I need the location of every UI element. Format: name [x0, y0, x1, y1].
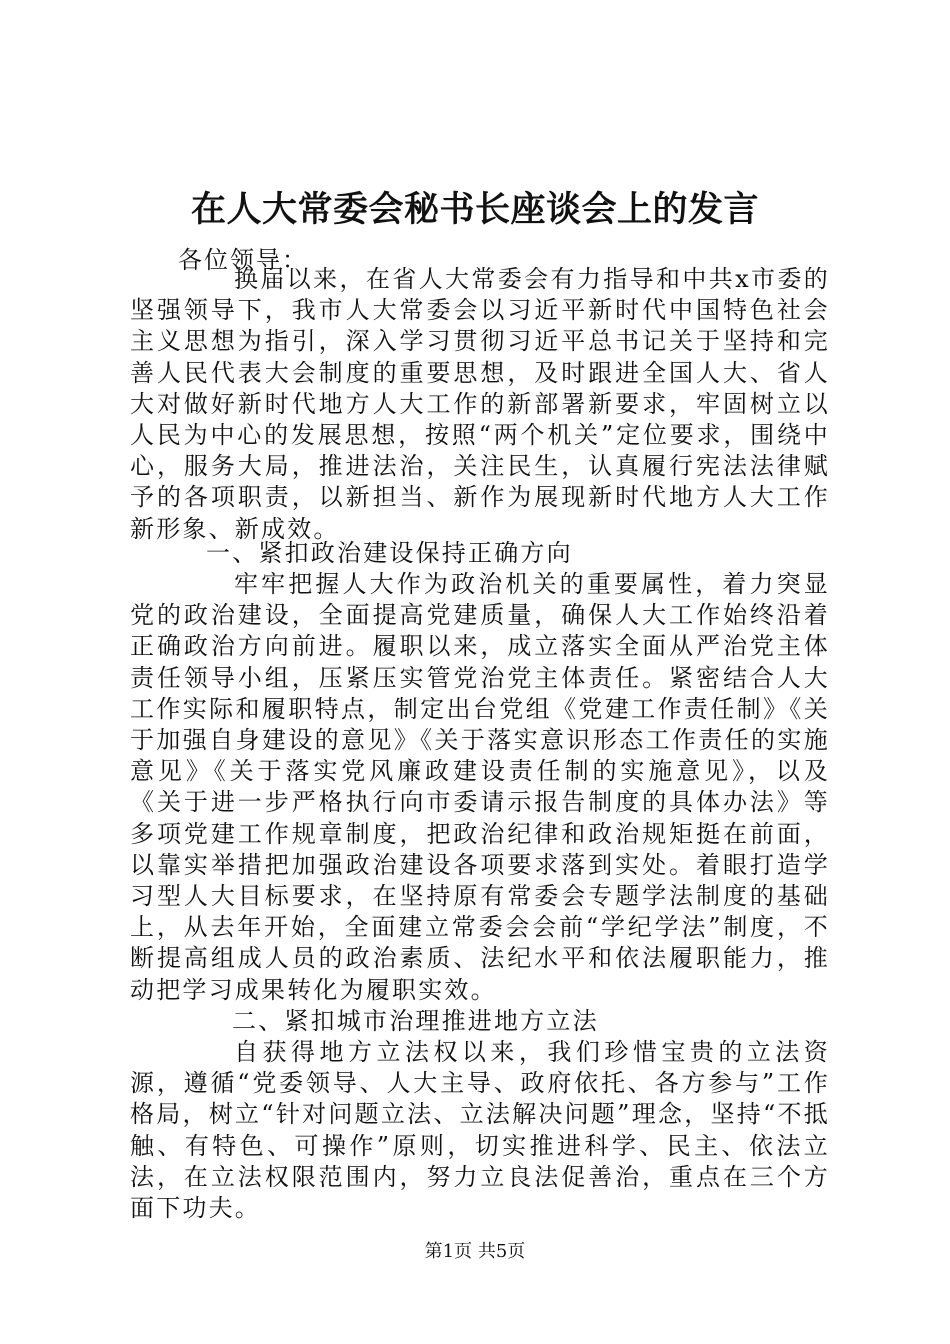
salutation: 各位领导：: [178, 246, 308, 274]
page-number-footer: 第1页 共5页: [424, 1241, 526, 1262]
section-heading-1: 一、紧扣政治建设保持正确方向: [206, 539, 573, 567]
document-title: 在人大常委会秘书长座谈会上的发言: [190, 189, 759, 230]
paragraph-local-legislation: 自获得地方立法权以来，我们珍惜宝贵的立法资源，遵循“党委领导、人大主导、政府依托、各方参与”工作格局，树立“针对问题立法、立法解决问题”理念，坚持“不抵触、有特色、可操作”原则，切实推进科学、民主、依法立法，在立法权限范围内，努力立良法促善治，重点在三个方面下功夫。: [130, 1038, 830, 1223]
paragraph-intro: 换届以来，在省人大常委会有力指导和中共x市委的坚强领导下，我市人大常委会以习近平新时代中国特色社会主义思想为指引，深入学习贯彻习近平总书记关于坚持和完善人民代表大会制度的重要思想，及时跟进全国人大、省人大对做好新时代地方人大工作的新部署新要求，牢固树立以人民为中心的发展思想，按照“两个机关”定位要求，围绕中心，服务大局，推进法治，关注民生，认真履行宪法法律赋予的各项职责，以新担当、新作为展现新时代地方人大工作新形象、新成效。: [130, 265, 830, 543]
section-heading-2: 二、紧扣城市治理推进地方立法: [232, 1007, 599, 1035]
paragraph-political-construction: 牢牢把握人大作为政治机关的重要属性，着力突显党的政治建设，全面提高党建质量，确保人大工作始终沿着正确政治方向前进。履职以来，成立落实全面从严治党主体责任领导小组，压紧压实管党治党主体责任。紧密结合人大工作实际和履职特点，制定出台党组《党建工作责任制》《关于加强自身建设的意见》《关于落实意识形态工作责任的实施意见》《关于落实党风廉政建设责任制的实施意见》，以及《关于进一步严格执行向市委请示报告制度的具体办法》等多项党建工作规章制度，把政治纪律和政治规矩挺在前面，以靠实举措把加强政治建设各项要求落到实处。着眼打造学习型人大目标要求，在坚持原有常委会专题学法制度的基础上，从去年开始，全面建立常委会会前“学纪学法”制度，不断提高组成人员的政治素质、法纪水平和依法履职能力，推动把学习成果转化为履职实效。: [130, 570, 830, 1004]
